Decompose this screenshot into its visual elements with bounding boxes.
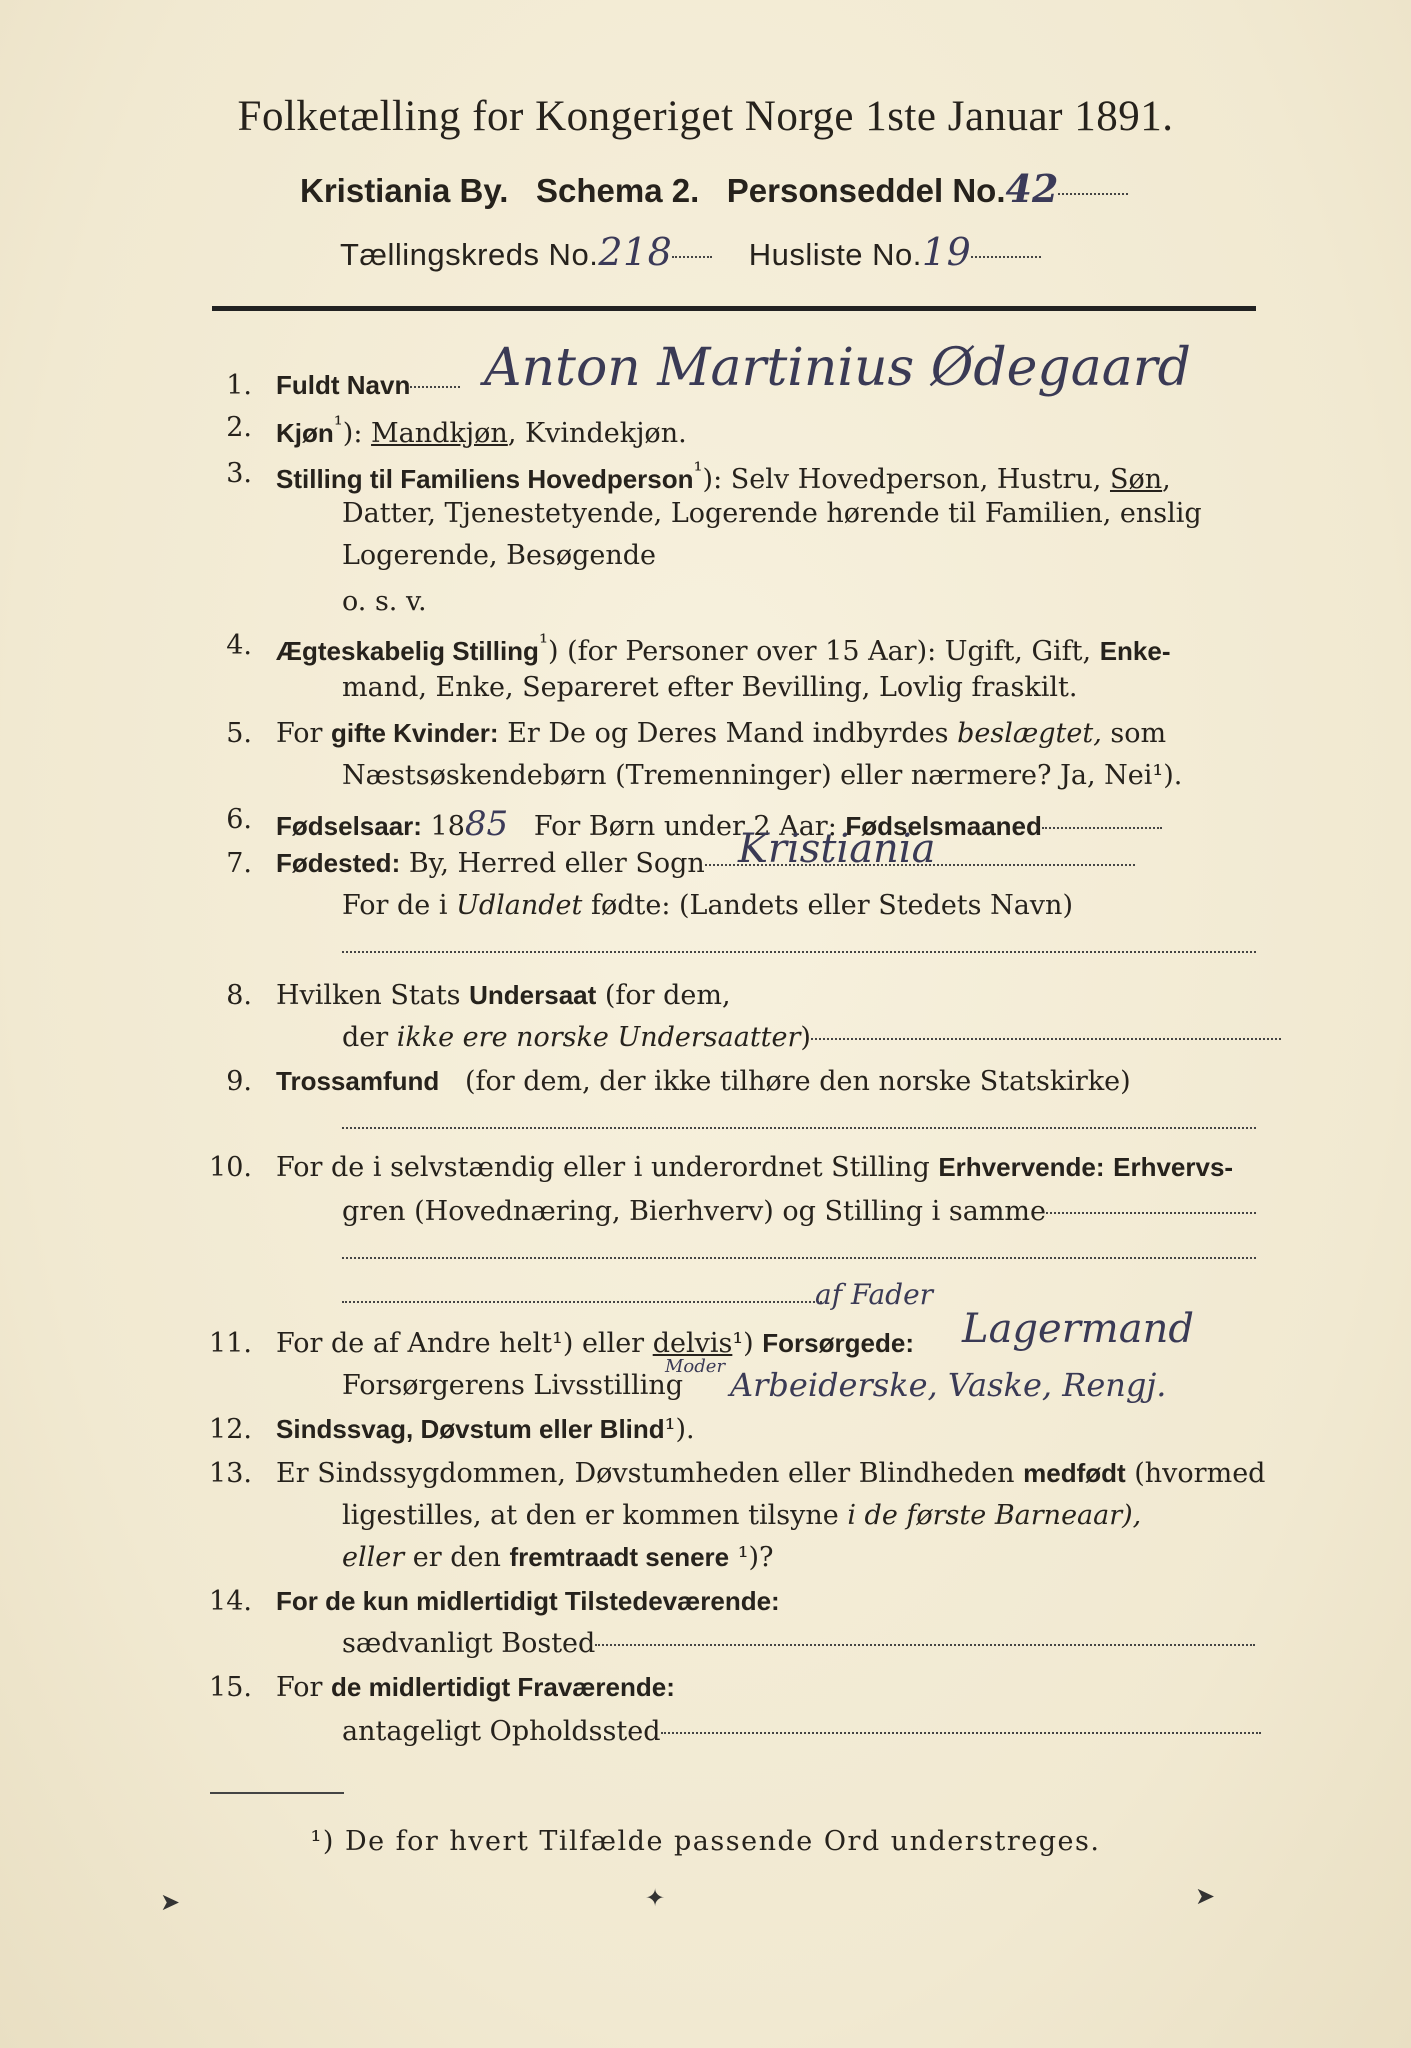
- text: ¹): [732, 1328, 754, 1359]
- family-position-etc: o. s. v.: [342, 586, 427, 617]
- text: gren (Hovednæring, Bierhverv) og Stilling i samme: [342, 1196, 1047, 1227]
- text: By, Herred eller Sogn: [408, 848, 705, 879]
- footnote-rule: [210, 1792, 344, 1794]
- later-onset-label: fremtraadt senere: [509, 1542, 730, 1572]
- item-number: 11.: [209, 1328, 252, 1359]
- text: For de af Andre helt¹) eller: [276, 1328, 645, 1359]
- text: ¹).: [664, 1414, 695, 1445]
- form-title: Folketælling for Kongeriget Norge 1ste Januar 1891.: [237, 93, 1174, 140]
- footnote: ¹) De for hvert Tilfælde passende Ord understreges.: [310, 1826, 1101, 1857]
- item-number: 4.: [226, 630, 252, 661]
- text: beslægtet,: [957, 718, 1102, 749]
- kreds-label: Tællingskreds No.: [340, 237, 599, 272]
- blank-line: [342, 1126, 1256, 1129]
- supporter-note-2: Moder: [665, 1356, 726, 1377]
- text: (for dem,: [604, 980, 731, 1011]
- personseddel-number: 42: [1005, 166, 1059, 211]
- birth-year-value: 85: [464, 804, 509, 844]
- item-number: 13.: [209, 1458, 252, 1489]
- text: For de i selvstændig eller i underordnet Stilling: [276, 1152, 930, 1183]
- birth-year-prefix: 18: [430, 811, 465, 842]
- marital-status-enke: Enke-: [1099, 636, 1171, 666]
- text: For Børn under 2 Aar:: [533, 811, 837, 842]
- margin-mark-icon: ➤: [1195, 1882, 1216, 1910]
- item-number: 5.: [226, 718, 252, 749]
- text: For: [276, 1672, 323, 1703]
- marital-status-options-2: mand, Enke, Separeret efter Bevilling, Lovlig fraskilt.: [342, 672, 1078, 703]
- text: For de i: [342, 890, 448, 921]
- sex-option-male: Mandkjøn: [371, 418, 508, 449]
- blank-line: [342, 1256, 1256, 1259]
- text: ): [800, 1022, 811, 1053]
- marital-status-label: Ægteskabelig Stilling: [276, 636, 539, 666]
- text: Forsørgerens Livsstilling: [342, 1370, 684, 1401]
- schema-label: Schema 2.: [535, 172, 700, 209]
- husliste-label: Husliste No.: [748, 237, 922, 272]
- item-number: 12.: [209, 1414, 252, 1445]
- sex-option-female: , Kvindekjøn.: [507, 418, 687, 449]
- husliste-number: 19: [921, 230, 972, 274]
- text: delvis: [652, 1328, 733, 1359]
- text: Er Sindssygdommen, Døvstumheden eller Blindheden: [276, 1458, 1015, 1489]
- temporary-present-label: For de kun midlertidigt Tilstedeværende:: [276, 1586, 780, 1616]
- religion-label: Trossamfund: [276, 1066, 440, 1096]
- disability-label: Sindssvag, Døvstum eller Blind: [276, 1414, 665, 1444]
- kreds-number: 218: [598, 230, 673, 274]
- item-number: 1.: [226, 370, 252, 401]
- punct: ,: [1162, 464, 1171, 495]
- married-women-label: gifte Kvinder:: [331, 718, 499, 748]
- item-number: 8.: [226, 980, 252, 1011]
- city-label: Kristiania By.: [300, 172, 509, 209]
- full-name-value: Anton Martinius Ødegaard: [484, 338, 1191, 398]
- supporter-occupation-value: Arbeiderske, Vaske, Rengj.: [730, 1366, 1167, 1404]
- item-number: 10.: [209, 1152, 252, 1183]
- family-position-label: Stilling til Familiens Hovedperson: [276, 464, 694, 494]
- crosshair-mark-icon: ✦: [645, 1884, 666, 1912]
- personseddel-label: Personseddel No.: [726, 172, 1006, 209]
- footnote-ref: ¹: [333, 412, 343, 438]
- text: Erhvervs-: [1113, 1152, 1234, 1182]
- usual-residence-label: sædvanligt Bosted: [342, 1628, 596, 1659]
- label-punct: ):: [342, 418, 363, 449]
- blank-line: [342, 1300, 822, 1303]
- blank-line: [342, 950, 1256, 953]
- text: i de første Barneaar),: [847, 1500, 1142, 1531]
- birthplace-value: Kristiania: [738, 826, 936, 872]
- text: eller: [342, 1542, 405, 1573]
- text: ¹)?: [737, 1542, 774, 1573]
- probable-stay-label: antageligt Opholdssted: [342, 1716, 661, 1747]
- family-position-selected: Søn: [1109, 464, 1163, 495]
- text: er den: [412, 1542, 501, 1573]
- relation-question: Næstsøskendebørn (Tremenninger) eller nærmere? Ja, Nei¹).: [342, 760, 1183, 791]
- sex-label: Kjøn: [276, 418, 334, 448]
- supported-label: Forsørgede:: [762, 1328, 914, 1358]
- text: som: [1110, 718, 1167, 749]
- family-position-options-2: Datter, Tjenestetyende, Logerende hørende til Familien, enslig: [342, 498, 1202, 529]
- text: ikke ere norske Undersaatter: [396, 1022, 801, 1053]
- occupation-label: Erhvervende:: [938, 1152, 1105, 1182]
- item-number: 14.: [209, 1586, 252, 1617]
- item-number: 9.: [226, 1066, 252, 1097]
- full-name-label: Fuldt Navn: [276, 370, 411, 400]
- item-number: 3.: [226, 458, 252, 489]
- item-number: 6.: [226, 804, 252, 835]
- item-number: 15.: [209, 1672, 252, 1703]
- birth-month-label: Fødselsmaaned: [845, 811, 1042, 841]
- birth-year-label: Fødselsaar:: [276, 811, 422, 841]
- item-number: 2.: [226, 412, 252, 443]
- text: Hvilken Stats: [276, 980, 461, 1011]
- margin-mark-icon: ➤: [160, 1888, 181, 1916]
- footnote-ref: ¹: [693, 458, 703, 484]
- text: For: [276, 718, 323, 749]
- birthplace-label: Fødested:: [276, 848, 401, 878]
- text: ligestilles, at den er kommen tilsyne: [342, 1500, 839, 1531]
- item-number: 7.: [226, 848, 252, 879]
- header-rule: [212, 306, 1256, 311]
- congenital-label: medfødt: [1023, 1458, 1126, 1488]
- header-line-2: [300, 166, 1128, 211]
- supporter-value: Lagermand: [962, 1306, 1194, 1352]
- text: fødte: (Landets eller Stedets Navn): [590, 890, 1073, 921]
- temporary-absent-label: de midlertidigt Fraværende:: [331, 1672, 675, 1702]
- marital-status-options: ) (for Personer over 15 Aar): Ugift, Gift,: [547, 636, 1092, 667]
- footnote-ref: ¹: [538, 630, 548, 656]
- text: der: [342, 1022, 389, 1053]
- text: (hvormed: [1134, 1458, 1266, 1489]
- citizenship-label: Undersaat: [469, 980, 597, 1010]
- text: Er De og Deres Mand indbyrdes: [507, 718, 949, 749]
- family-position-options: ): Selv Hovedperson, Hustru,: [702, 464, 1102, 495]
- family-position-options-3: Logerende, Besøgende: [342, 540, 656, 571]
- text: (for dem, der ikke tilhøre den norske Statskirke): [465, 1066, 1131, 1097]
- supporter-note: af Fader: [815, 1278, 934, 1311]
- header-line-3: [340, 230, 1041, 274]
- text: Udlandet: [456, 890, 583, 921]
